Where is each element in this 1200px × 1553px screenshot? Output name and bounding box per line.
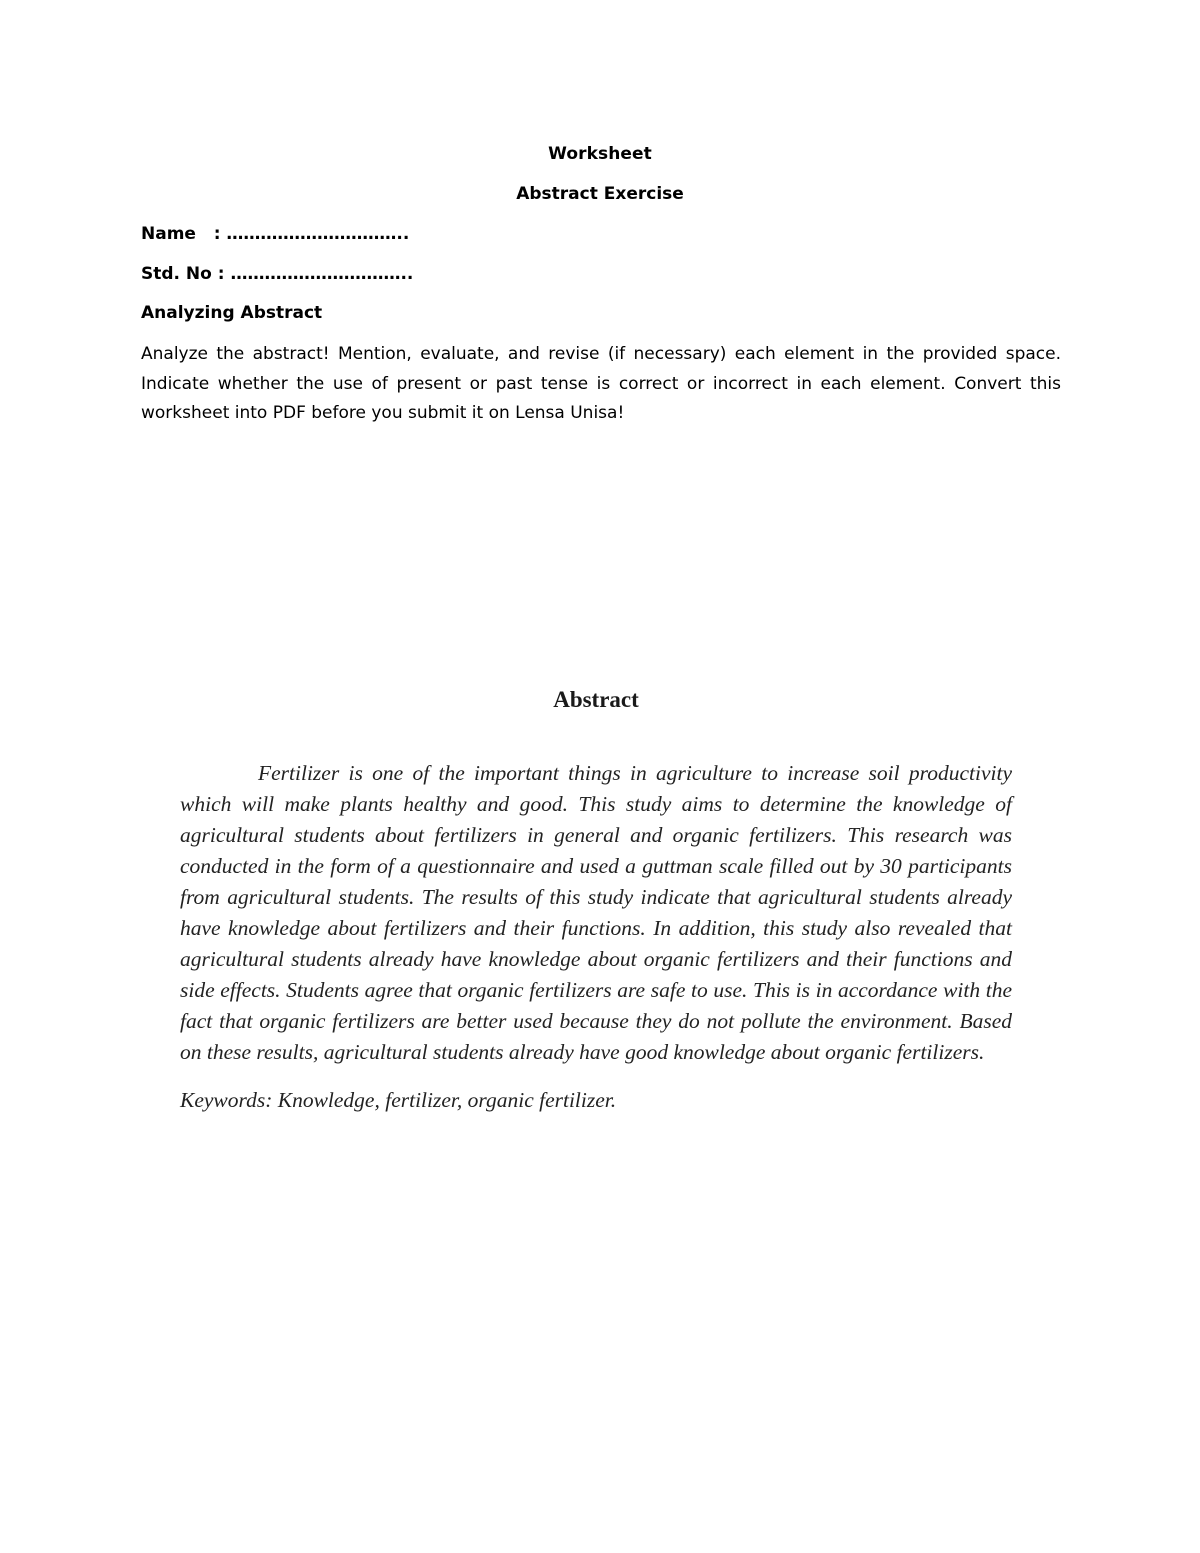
instructions-paragraph: Analyze the abstract! Mention, evaluate, and revise (if necessary) each element in the provided space. Indicate whether the use of present or past tense is correct or incorrect in each element. Convert this worksheet into PDF before you submit it on Lensa Unisa! [141,344,1061,423]
abstract-image [180,680,1012,1116]
abstract-keywords: Keywords: Knowledge, fertilizer, organic fertilizer. [180,1088,617,1112]
name-field: Name : ………………………….. [141,224,410,244]
student-number-field: Std. No : ………………………….. [141,264,414,284]
worksheet-title: Worksheet [548,144,652,164]
worksheet-subtitle: Abstract Exercise [516,184,684,204]
section-heading: Analyzing Abstract [141,303,323,323]
abstract-title: Abstract [553,687,639,712]
abstract-body: Fertilizer is one of the important things in agriculture to increase soil productivity which will make plants healthy and good. This study aims to determine the knowledge of agricultural students about fertilizers in general and organic fertilizers. This research was conducted in the form of a questionnaire and used a guttman scale filled out by 30 participants from agricultural students. The results of this study indicate that agricultural students already have knowledge about fertilizers and their functions. In addition, this study also revealed that agricultural students already have knowledge about organic fertilizers and their functions and side effects. Students agree that organic fertilizers are safe to use. This is in accordance with the fact that organic fertilizers are better used because they do not pollute the environment. Based on these results, agricultural students already have good knowledge about organic fertilizers. [180,761,1012,1064]
